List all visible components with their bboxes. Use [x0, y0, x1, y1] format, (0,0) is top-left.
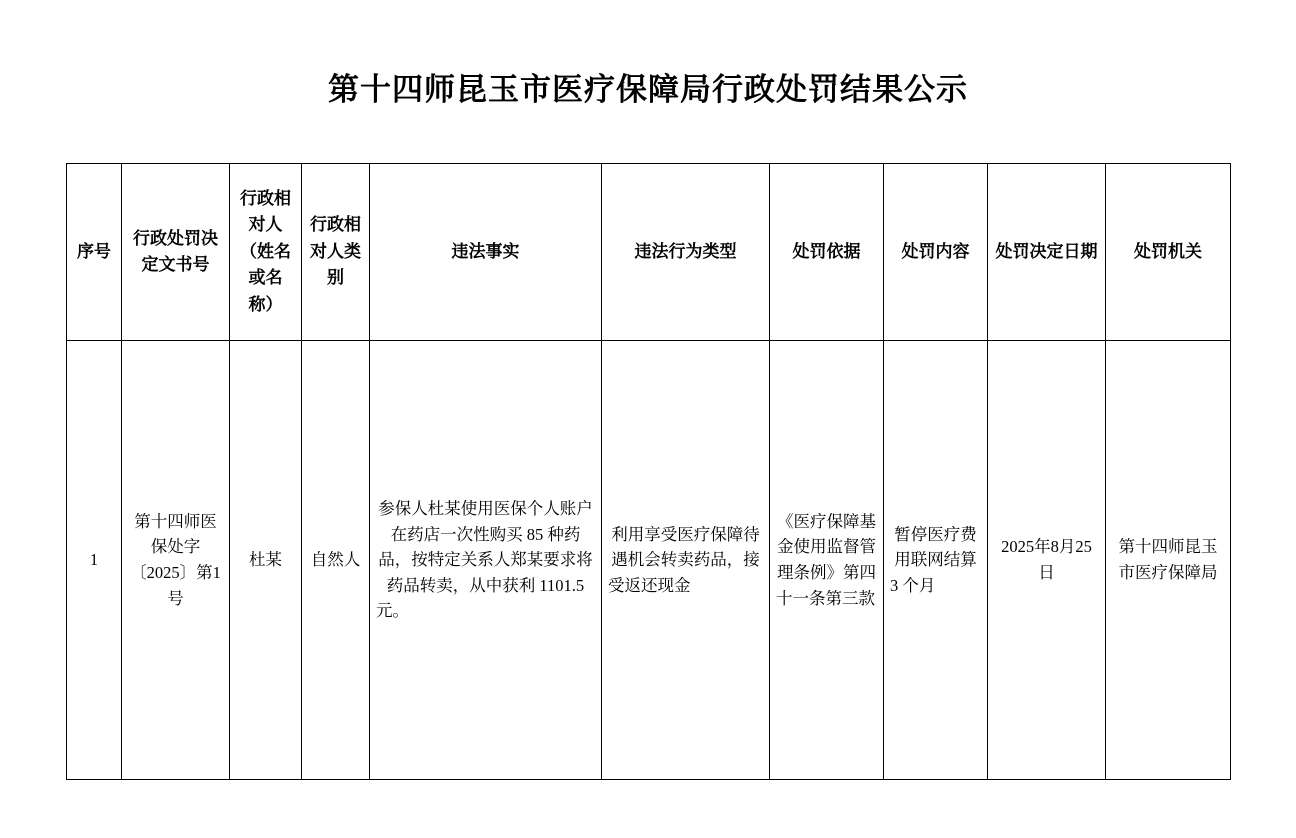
- col-header-party-name: 行政相对人（姓名或名称）: [230, 164, 302, 341]
- cell-doc-number: 第十四师医保处字〔2025〕第1号: [122, 341, 230, 780]
- page-title: 第十四师昆玉市医疗保障局行政处罚结果公示: [328, 72, 968, 107]
- col-header-facts: 违法事实: [370, 164, 602, 341]
- cell-violation-type: 利用享受医疗保障待遇机会转卖药品，接受返还现金: [602, 341, 770, 780]
- document-page: [0, 64, 1296, 838]
- cell-index: 1: [67, 341, 122, 780]
- col-header-violation-type: 违法行为类型: [602, 164, 770, 341]
- col-header-authority: 处罚机关: [1106, 164, 1231, 341]
- penalty-table: [66, 163, 1231, 780]
- cell-penalty-content: 暂停医疗费用联网结算 3 个月: [884, 341, 988, 780]
- cell-facts: 参保人杜某使用医保个人账户在药店一次性购买 85 种药品，按特定关系人郑某要求将药品转卖，从中获利 1101.5 元。: [370, 341, 602, 780]
- table-body: [67, 341, 1231, 780]
- col-header-doc-number: 行政处罚决定文书号: [122, 164, 230, 341]
- cell-party-name: 杜某: [230, 341, 302, 780]
- col-header-index: 序号: [67, 164, 122, 341]
- col-header-decision-date: 处罚决定日期: [988, 164, 1106, 341]
- penalty-table-container: [66, 163, 1230, 780]
- cell-legal-basis: 《医疗保障基金使用监督管理条例》第四十一条第三款: [770, 341, 884, 780]
- cell-authority: 第十四师昆玉市医疗保障局: [1106, 341, 1231, 780]
- col-header-legal-basis: 处罚依据: [770, 164, 884, 341]
- table-header: [67, 164, 1231, 341]
- table-row: [67, 341, 1231, 780]
- col-header-penalty-content: 处罚内容: [884, 164, 988, 341]
- col-header-party-type: 行政相对人类别: [302, 164, 370, 341]
- cell-decision-date: 2025年8月25日: [988, 341, 1106, 780]
- cell-party-type: 自然人: [302, 341, 370, 780]
- table-header-row: [67, 164, 1231, 341]
